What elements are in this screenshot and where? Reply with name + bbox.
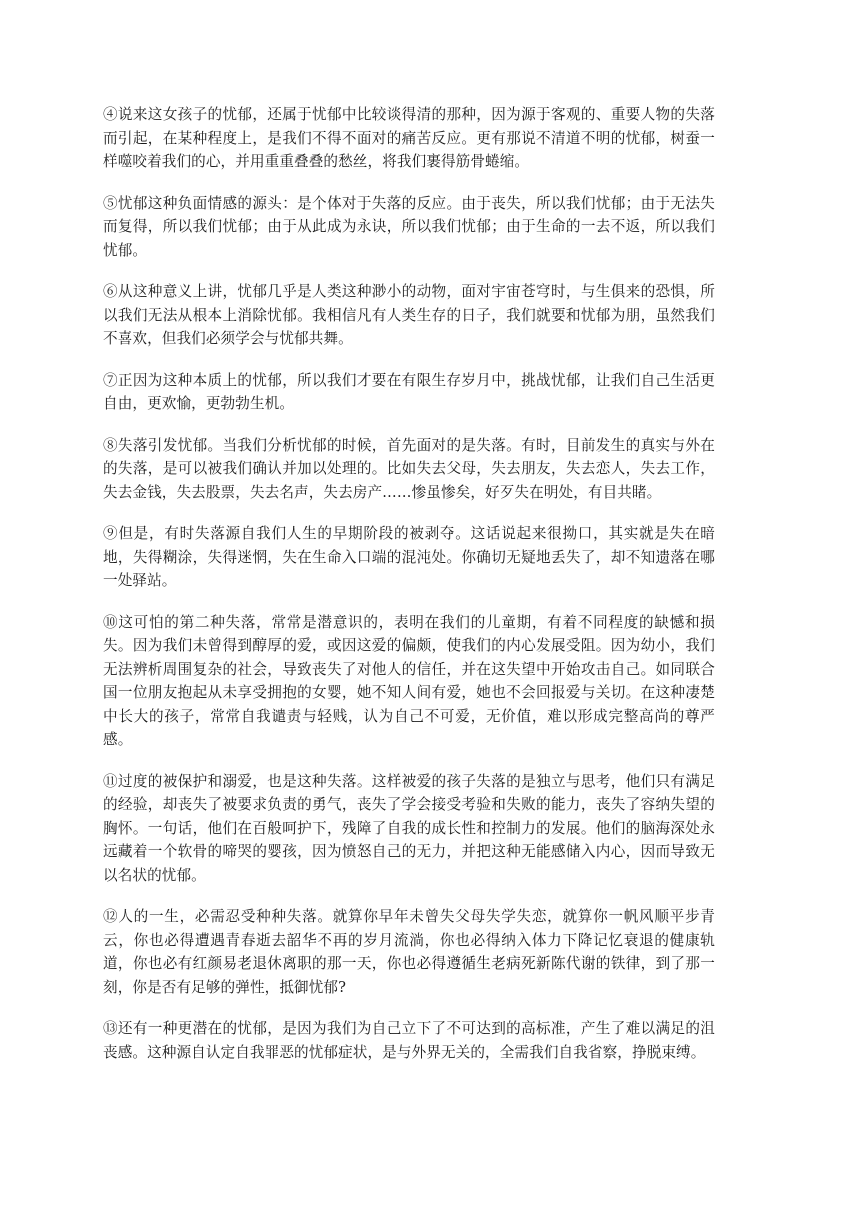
paragraph-12: ⑫人的一生，必需忍受种种失落。就算你早年未曾失父母失学失恋，就算你一帆风顺平步青云，你也必得遭遇青春逝去韶华不再的岁月流淌，你也必得纳入体力下降记忆衰退的健康轨道，你也必有红颜易老退休离职的那一天，你也必得遵循生老病死新陈代谢的铁律，到了那一刻，你是否有足够的弹性，抵御忧郁? <box>103 908 715 996</box>
paragraph-13: ⑬还有一种更潜在的忧郁，是因为我们为自己立下了不可达到的高标准，产生了难以满足的沮丧感。这种源自认定自我罪恶的忧郁症状，是与外界无关的，全需我们自我省察，挣脱束缚。 <box>103 1020 715 1061</box>
paragraph-5: ⑤忧郁这种负面情感的源头：是个体对于失落的反应。由于丧失，所以我们忧郁；由于无法失而复得，所以我们忧郁；由于从此成为永诀，所以我们忧郁；由于生命的一去不返，所以我们忧郁。 <box>103 194 715 259</box>
paragraph-6: ⑥从这种意义上讲，忧郁几乎是人类这种渺小的动物，面对宇宙苍穹时，与生俱来的恐惧，所以我们无法从根本上消除忧郁。我相信凡有人类生存的日子，我们就要和忧郁为朋，虽然我们不喜欢，但我们必须学会与忧郁共舞。 <box>103 283 715 347</box>
paragraph-9: ⑨但是，有时失落源自我们人生的早期阶段的被剥夺。这话说起来很拗口，其实就是失在暗地，失得糊涂，失得迷惘，失在生命入口端的混沌处。你确切无疑地丢失了，却不知遗落在哪一处驿站。 <box>103 525 715 589</box>
paragraph-11: ⑪过度的被保护和溺爱，也是这种失落。这样被爱的孩子失落的是独立与思考，他们只有满足的经验，却丧失了被要求负责的勇气，丧失了学会接受考验和失败的能力，丧失了容纳失望的胸怀。一句话，他们在百般呵护下，残障了自我的成长性和控制力的发展。他们的脑海深处永远藏着一个软骨的啼哭的婴孩，因为愤怒自己的无力，并把这种无能感储入内心，因而导致无以名状的忧郁。 <box>103 772 715 884</box>
paragraph-8: ⑧失落引发忧郁。当我们分析忧郁的时候，首先面对的是失落。有时，目前发生的真实与外在的失落，是可以被我们确认并加以处理的。比如失去父母，失去朋友，失去恋人，失去工作，失去金钱，失去股票，失去名声，失去房产……惨虽惨矣，好歹失在明处，有目共睹。 <box>103 436 715 501</box>
paragraph-4: ④说来这女孩子的忧郁，还属于忧郁中比较谈得清的那种，因为源于客观的、重要人物的失落而引起，在某种程度上，是我们不得不面对的痛苦反应。更有那说不清道不明的忧郁，树蚕一样噬咬着我们的心，并用重重叠叠的愁丝，将我们裹得筋骨蜷缩。 <box>103 106 715 170</box>
paragraph-10: ⑩这可怕的第二种失落，常常是潜意识的，表明在我们的儿童期，有着不同程度的缺憾和损失。因为我们未曾得到醇厚的爱，或因这爱的偏颇，使我们的内心发展受阻。因为幼小，我们无法辨析周围复杂的社会，导致丧失了对他人的信任，并在这失望中开始攻击自己。如同联合国一位朋友抱起从未享受拥抱的女婴，她不知人间有爱，她也不会回报爱与关切。在这种凄楚中长大的孩子，常常自我谴责与轻贱，认为自己不可爱，无价值，难以形成完整高尚的尊严感。 <box>103 613 715 748</box>
document-page <box>103 103 715 1082</box>
paragraph-7: ⑦正因为这种本质上的忧郁，所以我们才要在有限生存岁月中，挑战忧郁，让我们自己生活更自由，更欢愉，更勃勃生机。 <box>103 371 715 412</box>
